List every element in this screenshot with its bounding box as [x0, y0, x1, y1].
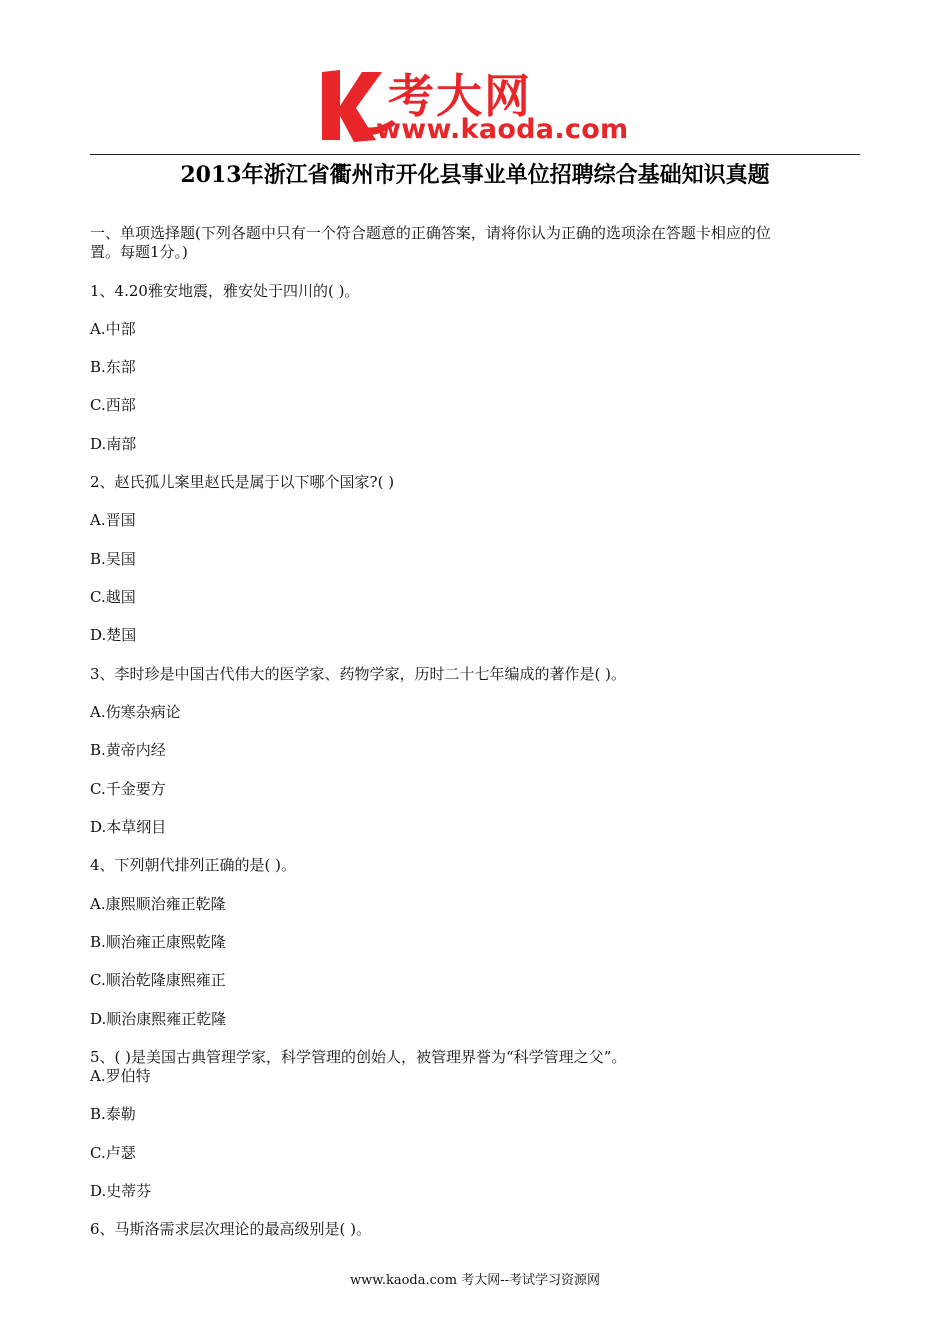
page-footer: www.kaoda.com 考大网--考试学习资源网 — [350, 1273, 600, 1288]
option-4b: B.顺治雍正康熙乾隆 — [90, 933, 226, 951]
question-3: 3、李时珍是中国古代伟大的医学家、药物学家，历时二十七年编成的著作是( )。 — [90, 665, 627, 683]
section-heading-line-1: 一、单项选择题(下列各题中只有一个符合题意的正确答案，请将你认为正确的选项涂在答题卡相应的位 — [90, 224, 771, 242]
question-4: 4、下列朝代排列正确的是( )。 — [90, 856, 297, 874]
option-3a: A.伤寒杂病论 — [90, 703, 181, 721]
option-2a: A.晋国 — [90, 511, 136, 529]
question-1: 1、4.20雅安地震，雅安处于四川的( )。 — [90, 282, 360, 300]
option-1c: C.西部 — [90, 396, 136, 414]
option-1b: B.东部 — [90, 358, 136, 376]
option-3b: B.黄帝内经 — [90, 741, 166, 759]
question-6: 6、马斯洛需求层次理论的最高级别是( )。 — [90, 1220, 372, 1238]
option-2c: C.越国 — [90, 588, 136, 606]
option-3c: C.千金要方 — [90, 780, 166, 798]
option-3d: D.本草纲目 — [90, 818, 167, 836]
question-2: 2、赵氏孤儿案里赵氏是属于以下哪个国家?( ) — [90, 473, 395, 491]
option-5b: B.泰勒 — [90, 1105, 136, 1123]
page-title: 2013年浙江省衢州市开化县事业单位招聘综合基础知识真题 — [180, 162, 770, 188]
logo-url-text: www.kaoda.com — [376, 114, 629, 145]
logo-brand-text: 考大网 — [388, 69, 532, 123]
option-1d: D.南部 — [90, 435, 137, 453]
section-heading-line-2: 置。每题1分。) — [90, 243, 188, 261]
question-5: 5、( )是美国古典管理学家，科学管理的创始人，被管理界誉为“科学管理之父”。 — [90, 1048, 627, 1066]
kaoda-logo — [318, 62, 638, 148]
option-4c: C.顺治乾隆康熙雍正 — [90, 971, 226, 989]
option-2d: D.楚国 — [90, 626, 137, 644]
option-1a: A.中部 — [90, 320, 136, 338]
option-5d: D.史蒂芬 — [90, 1182, 152, 1200]
option-5a: A.罗伯特 — [90, 1067, 151, 1085]
option-4a: A.康熙顺治雍正乾隆 — [90, 895, 226, 913]
option-4d: D.顺治康熙雍正乾隆 — [90, 1010, 227, 1028]
header-divider — [90, 154, 860, 155]
option-5c: C.卢瑟 — [90, 1144, 136, 1162]
option-2b: B.吴国 — [90, 550, 136, 568]
